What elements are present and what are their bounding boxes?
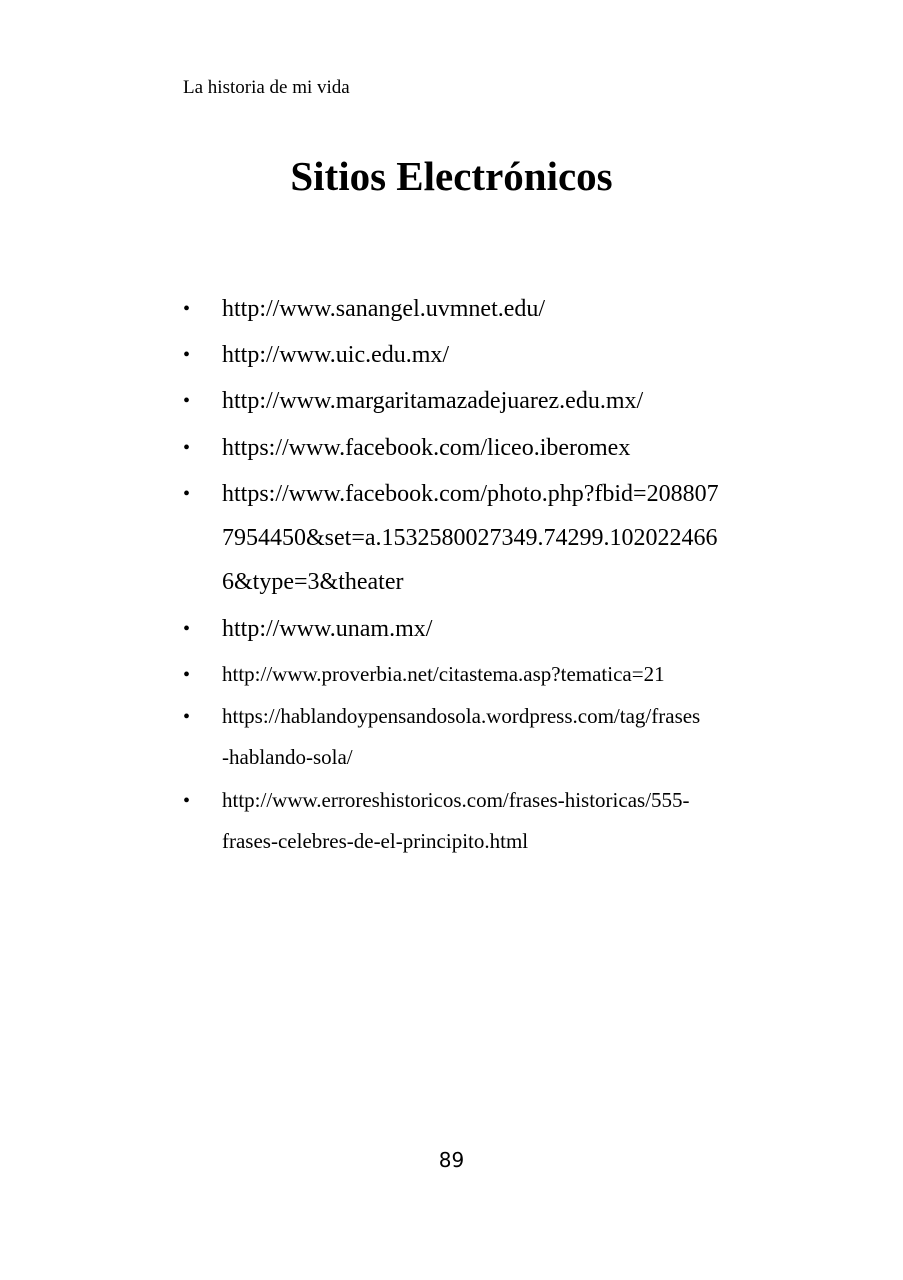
list-item-line: frases-celebres-de-el-principito.html xyxy=(222,829,529,853)
list-item-line: http://www.erroreshistoricos.com/frases-historicas/555- xyxy=(222,788,690,812)
list-item-line: http://www.margaritamazadejuarez.edu.mx/ xyxy=(222,388,644,414)
list-item xyxy=(222,333,782,377)
bullet-icon: • xyxy=(183,618,191,640)
page-number: 89 xyxy=(438,1148,465,1172)
list-item-line: http://www.sanangel.uvmnet.edu/ xyxy=(222,296,546,322)
list-item-line: https://www.facebook.com/photo.php?fbid=208807 xyxy=(222,481,719,507)
running-header: La historia de mi vida xyxy=(183,77,350,98)
list-item xyxy=(222,379,782,423)
page-title: Sitios Electrónicos xyxy=(290,153,613,199)
bullet-icon: • xyxy=(183,390,191,412)
bullet-icon: • xyxy=(183,790,191,812)
list-item xyxy=(222,696,782,778)
list-item-line: http://www.unam.mx/ xyxy=(222,616,433,642)
list-item-line: 7954450&set=a.1532580027349.74299.102022466 xyxy=(222,525,718,551)
bullet-icon: • xyxy=(183,706,191,728)
bullet-icon: • xyxy=(183,437,191,459)
list-item-line: 6&type=3&theater xyxy=(222,569,404,595)
list-item xyxy=(222,607,782,651)
bullet-icon: • xyxy=(183,483,191,505)
bullet-icon: • xyxy=(183,344,191,366)
list-item xyxy=(222,654,782,695)
list-item xyxy=(222,426,782,470)
list-item-line: https://www.facebook.com/liceo.iberomex xyxy=(222,435,631,461)
list-item-line: http://www.proverbia.net/citastema.asp?tematica=21 xyxy=(222,662,665,686)
bullet-icon: • xyxy=(183,664,191,686)
list-item-line: https://hablandoypensandosola.wordpress.com/tag/frases xyxy=(222,704,701,728)
list-item xyxy=(222,780,782,862)
bullet-icon: • xyxy=(183,298,191,320)
list-item xyxy=(222,287,782,331)
list-item-line: http://www.uic.edu.mx/ xyxy=(222,342,450,368)
list-item-line: -hablando-sola/ xyxy=(222,745,353,769)
list-item xyxy=(222,472,782,604)
